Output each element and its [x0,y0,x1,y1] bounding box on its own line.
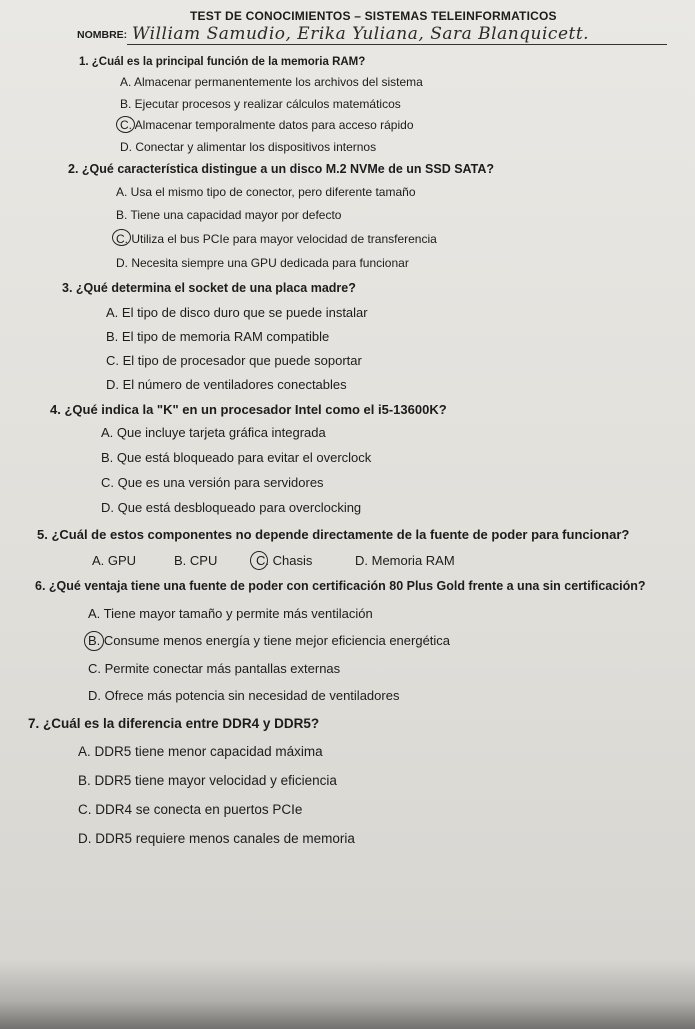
question-4: 4. ¿Qué indica la "K" en un procesador Intel como el i5-13600K? [50,402,447,417]
question-2: 2. ¿Qué característica distingue a un disco M.2 NVMe de un SSD SATA? [68,162,495,176]
name-underline [127,44,667,45]
q2-option-c[interactable]: C. Utiliza el bus PCIe para mayor velocidad de transferencia [116,232,437,246]
q4-option-d[interactable]: D. Que está desbloqueado para overclocking [101,500,362,515]
q6-option-b[interactable]: B. Consume menos energía y tiene mejor eficiencia energética [88,633,451,648]
q5-option-d[interactable]: D. Memoria RAM [355,553,455,568]
q3-option-d[interactable]: D. El número de ventiladores conectables [106,377,347,392]
q4-option-a[interactable]: A. Que incluye tarjeta gráfica integrada [101,425,326,440]
q6-option-a[interactable]: A. Tiene mayor tamaño y permite más ventilación [88,606,373,621]
q2-answer-circle [112,229,131,246]
q6-option-d[interactable]: D. Ofrece más potencia sin necesidad de ventiladores [88,688,400,703]
q1-option-c[interactable]: C. Almacenar temporalmente datos para acceso rápido [120,118,414,132]
question-6: 6. ¿Qué ventaja tiene una fuente de poder con certificación 80 Plus Gold frente a una sin certificación? [35,579,646,593]
test-title: TEST DE CONOCIMIENTOS – SISTEMAS TELEINFORMATICOS [190,9,557,23]
q3-option-a[interactable]: A. El tipo de disco duro que se puede instalar [106,305,368,320]
q2-option-d[interactable]: D. Necesita siempre una GPU dedicada para funcionar [116,256,409,270]
q3-option-b[interactable]: B. El tipo de memoria RAM compatible [106,329,330,344]
q7-option-d[interactable]: D. DDR5 requiere menos canales de memoria [78,831,355,846]
name-handwritten: William Samudio, Erika Yuliana, Sara Blanquicett. [132,24,590,44]
q3-option-c[interactable]: C. El tipo de procesador que puede soportar [106,353,362,368]
q2-option-a[interactable]: A. Usa el mismo tipo de conector, pero diferente tamaño [116,185,416,199]
question-5: 5. ¿Cuál de estos componentes no depende directamente de la fuente de poder para funcionar? [37,527,630,542]
q7-option-a[interactable]: A. DDR5 tiene menor capacidad máxima [78,744,323,759]
q5-option-b[interactable]: B. CPU [174,553,218,568]
q1-option-b[interactable]: B. Ejecutar procesos y realizar cálculos matemáticos [120,97,401,111]
q1-option-a[interactable]: A. Almacenar permanentemente los archivos del sistema [120,75,423,89]
q4-option-c[interactable]: C. Que es una versión para servidores [101,475,324,490]
q2-option-b[interactable]: B. Tiene una capacidad mayor por defecto [116,208,342,222]
name-label: NOMBRE: [77,29,128,41]
question-1: 1. ¿Cuál es la principal función de la memoria RAM? [79,56,366,68]
q1-answer-circle [116,116,135,133]
q1-option-d[interactable]: D. Conectar y alimentar los dispositivos internos [120,140,377,154]
question-7: 7. ¿Cuál es la diferencia entre DDR4 y DDR5? [28,716,320,731]
q5-option-a[interactable]: A. GPU [92,553,137,568]
q5-option-c[interactable]: C. Chasis [256,553,313,568]
q6-answer-circle [84,631,104,651]
bottom-shadow [0,960,695,1029]
question-3: 3. ¿Qué determina el socket de una placa madre? [62,281,356,295]
q7-option-b[interactable]: B. DDR5 tiene mayor velocidad y eficiencia [78,773,337,788]
q7-option-c[interactable]: C. DDR4 se conecta en puertos PCIe [78,802,303,817]
q5-answer-circle [250,551,268,570]
q6-option-c[interactable]: C. Permite conectar más pantallas externas [88,661,341,676]
q4-option-b[interactable]: B. Que está bloqueado para evitar el overclock [101,450,372,465]
